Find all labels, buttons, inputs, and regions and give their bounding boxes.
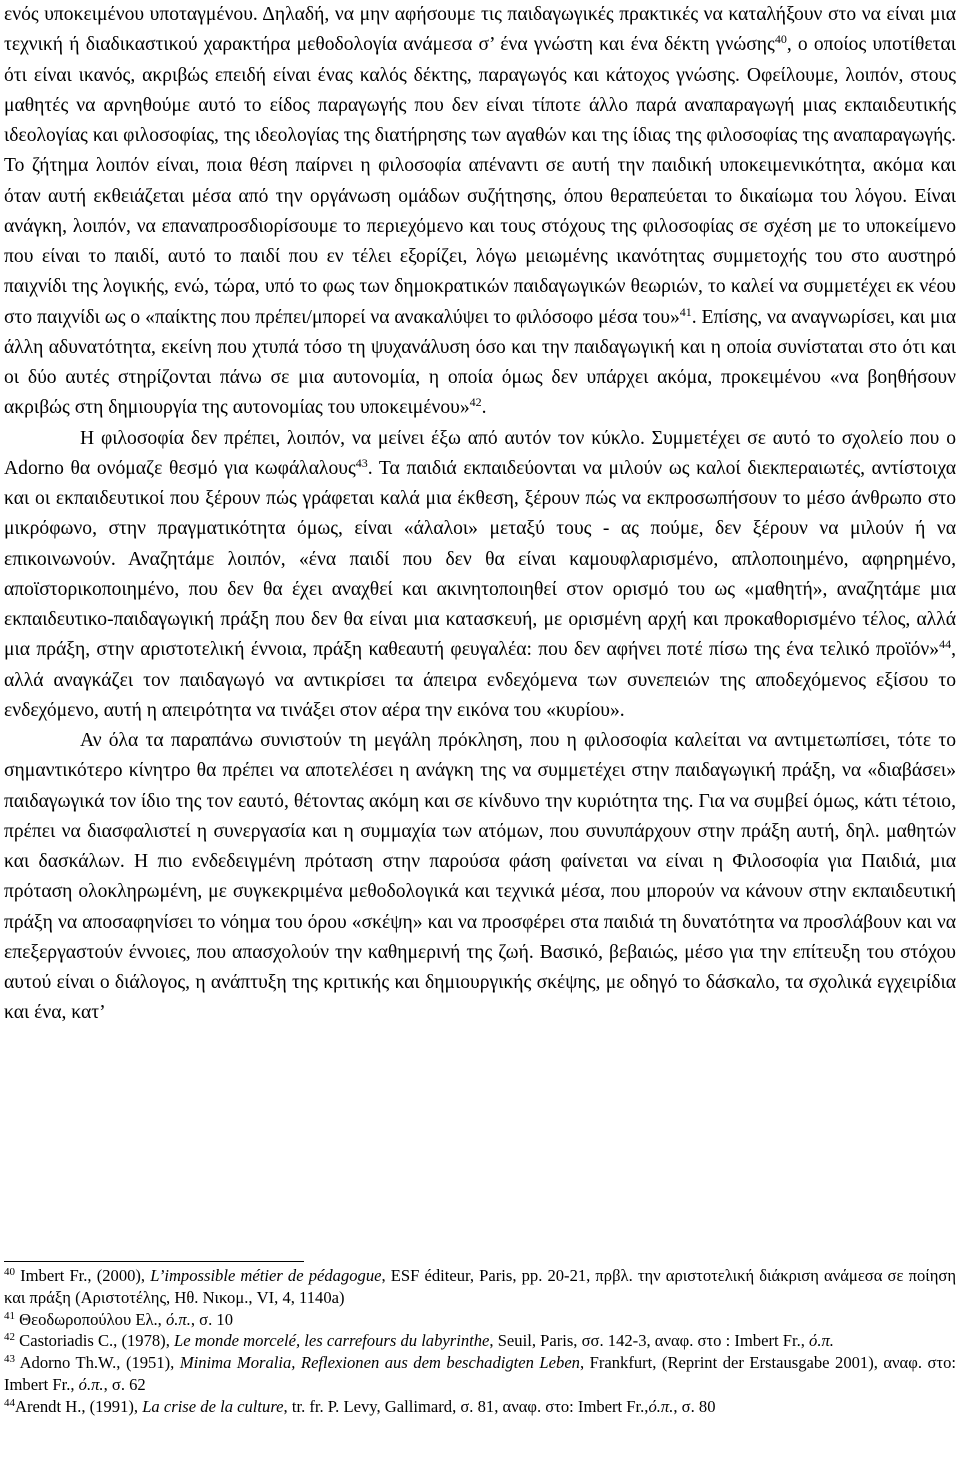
paragraph — [4, 726, 956, 1029]
text-run: Imbert Fr., (2000), — [15, 1266, 151, 1285]
italic-text: Le monde morcelé, les carrefours du labyrinthe — [174, 1331, 490, 1351]
footnote-ref: 44 — [4, 1396, 15, 1409]
footnote — [4, 1330, 956, 1352]
footnote-ref: 43 — [355, 455, 368, 470]
italic-text: L’impossible métier de pédagogue — [150, 1266, 382, 1285]
footnote — [4, 1352, 956, 1396]
text-run: . Επίσης, να αναγνωρίσει, και μια άλλη αδυνατότητα, εκείνη που χτυπά τόσο τη ψυχανάλυση όσο και την παιδαγωγική και η οποία συνίσταται στο ότι και οι δύο αυτές στηρίζονται πάνω σε μια αυτονομία, η οποία όμως δεν υπάρχει ακόμα, προκειμένου «να βοηθήσουν ακριβώς στη δημιουργία της αυτονομίας του υποκειμένου» — [4, 306, 957, 419]
footnote-ref: 41 — [679, 304, 692, 319]
footnote — [4, 1309, 956, 1331]
text-run: . — [481, 397, 487, 419]
text-run: , ESF éditeur, Paris, pp. 20-21, πρβλ. την αριστοτελική διάκριση ανάμεσα σε ποίηση και πράξη (Αριστοτέλης, Ηθ. Νικομ., VI, 4, 1140a) — [4, 1266, 957, 1307]
paragraph — [4, 424, 956, 727]
text-run: Αν όλα τα παραπάνω συνιστούν τη μεγάλη πρόκληση, που η φιλοσοφία καλείται να αντιμετωπίσει, τότε το σημαντικότερο κίνητρο θα πρέπει να αποτελέσει η ανάγκη της να συμμετέχει στην παιδαγωγική πράξη, να «διαβάσει» παιδαγωγικά τον ίδιο της τον εαυτό, θέτοντας ακόμη και σε κίνδυνο την κυριότητα της. Για να συμβεί όμως, κάτι τέτοιο, πρέπει να διασφαλιστεί η συνεργασία και η συμμαχία των ατόμων, που συνυπάρχουν στην πράξη αυτή, δηλ. μαθητών και δασκάλων. Η πιο ενδεδειγμένη πρόταση στην παρούσα φάση φαίνεται να είναι η Φιλοσοφία για Παιδιά, μια πρόταση ολοκληρωμένη, με συγκεκριμένα μεθοδολογικά και τεχνικά μέσα, που μπορούν να κάνουν στην εκπαιδευτική πράξη να αποσαφηνίσει το νόημα του όρου «σκέψη» και να προσφέρει στα παιδιά τη δυνατότητα να προσλάβουν και να επεξεργαστούν έννοιες, που απασχολούν την καθημερινή της ζωή. Βασικό, βεβαιώς, μέσο για την επίτευξη του στόχου αυτού είναι ο διάλογος, η ανάπτυξη της κριτικής και δημιουργικής σκέψης, με οδηγό το δάσκαλο, τα σχολικά εγχειρίδια και ένα, κατ’ — [4, 730, 956, 1024]
footnote-separator — [4, 1261, 304, 1262]
text-run: , σ. 10 — [190, 1309, 234, 1329]
body-text — [4, 0, 956, 1029]
text-run: Adorno Th.W., (1951), — [15, 1353, 180, 1373]
text-run: , σ. 80 — [673, 1396, 716, 1416]
paragraph — [4, 0, 956, 424]
text-run: Castoriadis C., (1978), — [15, 1331, 175, 1351]
italic-text: ό.π. — [809, 1331, 834, 1351]
italic-text: ό.π. — [648, 1396, 674, 1416]
footnote-ref: 40 — [774, 32, 787, 47]
footnote-ref: 42 — [469, 395, 482, 410]
italic-text: ό.π. — [165, 1309, 191, 1329]
text-run: Η φιλοσοφία δεν πρέπει, λοιπόν, να μείνει έξω από αυτόν τον κύκλο. Συμμετέχει σε αυτό το σχολείο που ο Adorno θα ονόμαζε θεσμό για κωφάλαλους — [4, 427, 956, 479]
text-run: . Τα παιδιά εκπαιδεύονται να μιλούν ως καλοί διεκπεραιωτές, αντίστοιχα και οι εκπαιδευτικοί που ξέρουν πώς γράφεται καλά μια έκθεση, ξέρουν πώς να εκπροσωπήσουν το μέσο άνθρωπο στο μικρόφωνο, στην πραγματικότητα όμως, είναι «άλαλοι» μεταξύ τους - ας πούμε, δεν ξέρουν να μιλούν ή να επικοινωνούν. Αναζητάμε λοιπόν, «ένα παιδί που δεν θα είναι καμουφλαρισμένο, απλοποιημένο, αφηρημένο, αποϊστορικοποιημένο, που δεν θα έχει αναχθεί και ακινητοποιηθεί στον ορισμό του ως «μαθητή», αναζητάμε μια εκπαιδευτικο-παιδαγωγική πράξη που δεν θα είναι μια κατασκευή, με ορισμένη αρχή και προκαθορισμένο τέλος, αλλά μια πράξη, στην αριστοτελική έννοια, πράξη καθεαυτή φευγαλέα: που δεν αφήνει ποτέ πίσω της ένα τελικό προϊόν» — [4, 457, 956, 661]
text-run: , αλλά αναγκάζει τον παιδαγωγό να αντικρίσει τα άπειρα ενδεχόμενα των συνεπειών της αποδεχόμενος εξίσου το ενδεχόμενο, αυτή η απειρότητα να τινάξει στον αέρα την εικόνα του «κυρίου». — [4, 639, 956, 721]
text-run: ενός υποκειμένου υποταγμένου. Δηλαδή, να μην αφήσουμε τις παιδαγωγικές πρακτικές να καταλήξουν στο να είναι μια τεχνική ή διαδικαστικού χαρακτήρα μεθοδολογία ανάμεσα σ’ ένα γνώστη και ένα δέκτη γνώσης — [4, 4, 956, 56]
footnote-ref: 44 — [939, 637, 952, 652]
footnote-ref: 43 — [4, 1353, 15, 1366]
italic-text: La crise de la culture — [142, 1396, 284, 1416]
italic-text: Minima Moralia, Reflexionen aus dem beschadigten Leben — [179, 1353, 580, 1373]
text-run: , ο οποίος υποτίθεται ότι είναι ικανός, ακριβώς επειδή είναι ένας καλός δέκτης, παραγωγός και κάτοχος γνώσης. Οφείλουμε, λοιπόν, στους μαθητές να αρνηθούμε αυτό το είδος παραγωγής που δεν είναι τίποτε άλλο παρά αναπαραγωγή μιας εκπαιδευτικής ιδεολογίας και φιλοσοφίας, της ιδεολογίας της διατήρησης των αγαθών και της ίδιας της φιλοσοφίας της αναπαραγωγής. Το ζήτημα λοιπόν είναι, ποια θέση παίρνει η φιλοσοφία απέναντι σε αυτή την παιδική υποκειμενικότητα, ακόμα και όταν αυτή εκθειάζεται μέσα από την οργάνωση ομάδων συζήτησης, όπου θεραπεύεται το δικαίωμα του λόγου. Είναι ανάγκη, λοιπόν, να επαναπροσδιορίσουμε το περιεχόμενο και τους στόχους της φιλοσοφίας σε σχέση με το υποκείμενο που είναι το παιδί, αυτό το παιδί που εν τέλει εξορίζει, λόγω μειωμένης ικανότητας συμμετοχής του στο αυστηρό παιχνίδι της λογικής, ενώ, τώρα, υπό το φως των δημοκρατικών παιδαγωγικών θεωριών, το καλεί να συμμετέχει εκ νέου στο παιχνίδι ως ο «παίκτης που πρέπει/μπορεί να ανακαλύψει το φιλόσοφο μέσα του» — [4, 34, 957, 328]
italic-text: ό.π. — [78, 1374, 104, 1394]
footnote — [4, 1265, 956, 1309]
text-run: , σ. 62 — [103, 1374, 146, 1394]
footnote-ref: 42 — [4, 1331, 15, 1344]
footnote — [4, 1396, 956, 1418]
footnote-ref: 40 — [4, 1266, 15, 1278]
text-run: Θεοδωροπούλου Ελ., — [15, 1309, 166, 1329]
footnotes — [4, 1265, 956, 1418]
text-run: , Seuil, Paris, σσ. 142-3, αναφ. στο : Imbert Fr., — [489, 1331, 810, 1351]
text-run: Arendt H., (1991), — [15, 1396, 143, 1416]
text-run: , tr. fr. P. Levy, Gallimard, σ. 81, αναφ. στο: Imbert Fr., — [283, 1396, 649, 1416]
footnote-ref: 41 — [4, 1309, 15, 1322]
text-run: , Frankfurt, (Reprint der Erstausgabe 2001), αναφ. στο: Imbert Fr., — [4, 1353, 956, 1394]
